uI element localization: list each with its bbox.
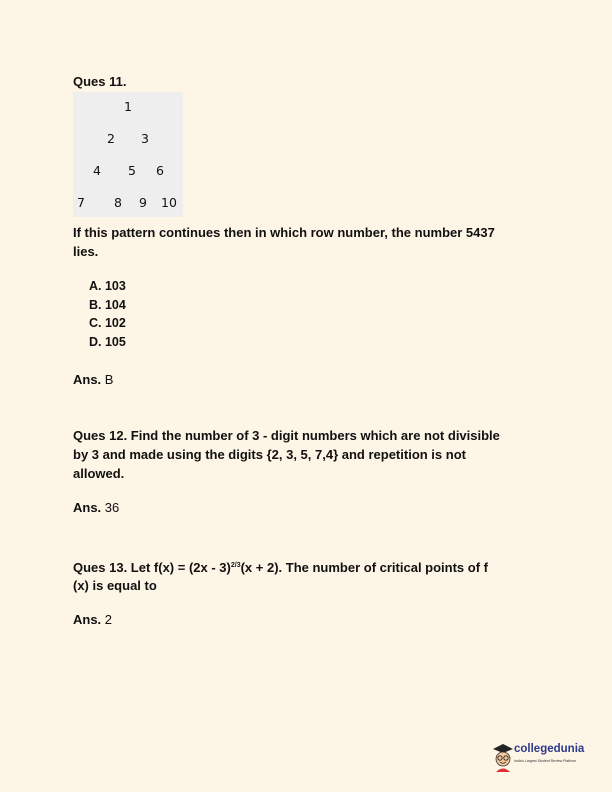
pattern-number: 9: [139, 195, 147, 210]
answer-label: Ans.: [73, 612, 102, 627]
answer-value: 2: [104, 612, 113, 627]
option-a: A. 103: [89, 279, 126, 293]
q13-answer: [73, 612, 112, 627]
q12-answer: [73, 500, 119, 515]
pattern-number: 5: [128, 163, 136, 178]
student-mascot-icon: [492, 743, 514, 773]
pattern-number: 10: [161, 195, 177, 210]
q13-text-part2: (x + 2). The number of critical points of f: [240, 560, 488, 575]
option-b: B. 104: [89, 297, 126, 312]
q11-title: Ques 11.: [73, 74, 127, 89]
pattern-number: 3: [141, 131, 149, 146]
answer-label: Ans.: [73, 500, 102, 515]
q11-answer: [73, 372, 113, 387]
logo-tagline: India's Largest Student Review Platform: [514, 759, 577, 763]
option-c: C. 102: [89, 316, 126, 330]
pattern-number: 2: [107, 131, 115, 146]
q11-options: [89, 277, 126, 351]
collegedunia-logo: [492, 743, 592, 775]
q13-line2: (x) is equal to: [73, 578, 157, 593]
pattern-number: 1: [124, 99, 132, 114]
option-d: D. 105: [89, 334, 126, 349]
q12-line3: allowed.: [73, 466, 125, 481]
q11-text-line1: If this pattern continues then in which row number, the number 5437: [73, 225, 495, 240]
pattern-number: 7: [77, 195, 85, 210]
q11-text-line2: lies.: [73, 244, 99, 259]
q12-line1: Ques 12. Find the number of 3 - digit numbers which are not divisible: [73, 428, 500, 443]
answer-value: 36: [104, 500, 120, 515]
q13-exponent: 2/3: [230, 562, 241, 569]
answer-value: B: [104, 372, 114, 387]
q13-line1: [73, 556, 488, 577]
logo-name: collegedunia: [514, 743, 585, 755]
pattern-number: 6: [156, 163, 164, 178]
q13-text-part1: Ques 13. Let f(x) = (2x - 3): [73, 560, 231, 575]
q12-line2: by 3 and made using the digits {2, 3, 5, 7,4} and repetition is not: [73, 447, 466, 462]
pattern-number: 4: [93, 163, 101, 178]
pattern-number: 8: [114, 195, 122, 210]
answer-label: Ans.: [73, 372, 102, 387]
